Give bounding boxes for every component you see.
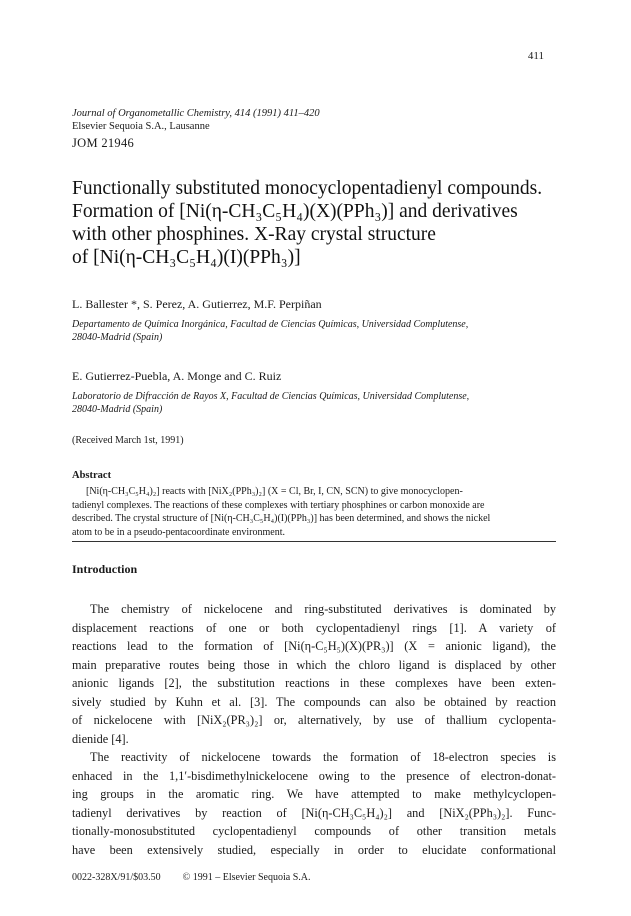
- body-line: enhaced in the 1,1′-bisdimethylnickelocene owing to the presence of electron-donat-: [72, 768, 556, 783]
- journal-code: JOM 21946: [72, 136, 135, 150]
- body-line: reactions lead to the formation of [Ni(η-C₅H₅)(X)(PR₃)] (X = anionic ligand), the: [72, 639, 556, 653]
- article-title: [72, 177, 572, 269]
- body-line: main preparative routes being those in which the chloro ligand is displaced by other: [72, 657, 556, 672]
- abstract-heading: Abstract: [72, 470, 112, 481]
- abstract-line: tadienyl complexes. The reactions of these complexes with tertiary phosphines or carbon monoxide are: [72, 499, 485, 511]
- body-line: dienide [4].: [72, 731, 129, 746]
- journal-reference: [72, 107, 320, 133]
- body-line: tionally-monosubstituted cyclopentadienyl compounds of other transition metals: [72, 824, 556, 838]
- body-text: [72, 600, 556, 859]
- body-line: sively studied by Kuhn et al. [3]. The compounds can also be obtained by reaction: [72, 694, 556, 709]
- copyright: © 1991 – Elsevier Sequoia S.A.: [182, 872, 311, 883]
- publisher: Elsevier Sequoia S.A., Lausanne: [72, 121, 210, 132]
- affiliation-1: [72, 318, 468, 344]
- abstract-line: [Ni(η-CH₃C₅H₄)₂] reacts with [NiX₂(PPh₃)₂] (X = Cl, Br, I, CN, SCN) to give monocyclopen-: [86, 486, 463, 497]
- title-line: Formation of [Ni(η-CH₃C₅H₄)(X)(PPh₃)] and derivatives: [72, 201, 518, 222]
- section-heading-introduction: Introduction: [72, 562, 138, 576]
- body-line: have been extensively studied, especially in order to elucidate conformational: [72, 842, 556, 857]
- body-line: tadienyl derivatives by reaction of [Ni(η-CH₃C₅H₄)₂] and [NiX₂(PPh₃)₂]. Func-: [72, 805, 556, 820]
- page-number: 411: [527, 50, 544, 62]
- body-line: ing groups in the aromatic ring. We have attempted to make methylcyclopen-: [72, 787, 556, 801]
- footer: [72, 872, 310, 883]
- divider: [72, 541, 556, 542]
- affiliation-line: 28040-Madrid (Spain): [72, 404, 163, 415]
- abstract-line: atom to be in a pseudo-pentacoordinate environment.: [72, 526, 285, 538]
- body-line: anionic ligands [2], the substitution reactions in these complexes have been exten-: [72, 676, 556, 690]
- affiliation-line: Laboratorio de Difracción de Rayos X, Facultad de Ciencias Químicas, Universidad Complutense,: [72, 391, 470, 402]
- issn-price: 0022-328X/91/$03.50: [72, 872, 161, 883]
- received-date: (Received March 1st, 1991): [72, 435, 184, 446]
- journal-citation: Journal of Organometallic Chemistry, 414 (1991) 411–420: [72, 108, 320, 119]
- title-line: of [Ni(η-CH₃C₅H₄)(I)(PPh₃)]: [72, 247, 301, 268]
- abstract-text: [72, 485, 555, 539]
- body-line: of nickelocene with [NiX₂(PR₃)₂] or, alternatively, by use of thallium cyclopenta-: [72, 713, 556, 727]
- authors-group-1: L. Ballester *, S. Perez, A. Gutierrez, M.F. Perpiñan: [72, 297, 322, 311]
- title-line: Functionally substituted monocyclopentadienyl compounds.: [72, 178, 543, 199]
- title-line: with other phosphines. X-Ray crystal structure: [72, 224, 436, 245]
- affiliation-line: Departamento de Química Inorgánica, Facultad de Ciencias Químicas, Universidad Complutense,: [72, 319, 469, 330]
- abstract-line: described. The crystal structure of [Ni(η-CH₃C₅H₄)(I)(PPh₃)] has been determined, and shows the nickel: [72, 513, 491, 525]
- body-line: displacement reactions of one or both cyclopentadienyl rings [1]. A variety of: [72, 620, 556, 635]
- body-line: The chemistry of nickelocene and ring-substituted derivatives is dominated by: [90, 602, 556, 616]
- authors-group-2: E. Gutierrez-Puebla, A. Monge and C. Ruiz: [72, 369, 282, 383]
- affiliation-line: 28040-Madrid (Spain): [72, 332, 163, 343]
- body-line: The reactivity of nickelocene towards the formation of 18-electron species is: [90, 750, 556, 764]
- affiliation-2: [72, 390, 469, 416]
